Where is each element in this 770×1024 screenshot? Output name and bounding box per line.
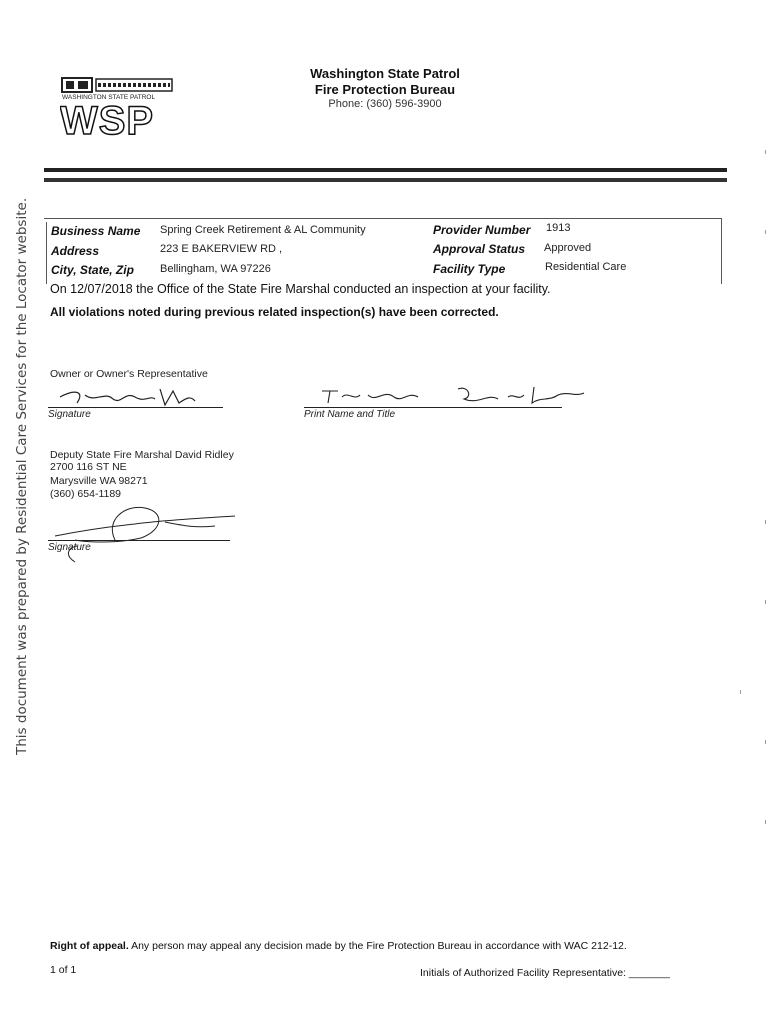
address-label: Address (51, 244, 100, 258)
deputy-street: 2700 116 ST NE (50, 461, 127, 473)
header-rule-2 (44, 178, 727, 182)
inspection-statement: On 12/07/2018 the Office of the State Fire Marshal conducted an inspection at your facility. (50, 282, 551, 296)
header-rule (44, 168, 727, 172)
side-note: This document was prepared by Residential Care Services for the Locator website. (14, 197, 30, 755)
scan-mark (765, 740, 766, 744)
facility-type-value: Residential Care (545, 261, 627, 273)
logo-caption: WASHINGTON STATE PATROL (62, 94, 156, 101)
owner-print-name-scribble (318, 383, 588, 409)
business-name-value: Spring Creek Retirement & AL Community (160, 224, 366, 236)
approval-status-label: Approval Status (433, 242, 526, 256)
facility-type-label: Facility Type (433, 262, 506, 276)
deputy-signature-caption: Signature (48, 542, 91, 553)
scan-mark (765, 820, 766, 824)
owner-signature-scribble (55, 385, 205, 409)
info-box-top (44, 218, 721, 219)
city-value: Bellingham, WA 97226 (160, 263, 271, 275)
city-label: City, State, Zip (51, 263, 134, 277)
agency-name: Washington State Patrol (310, 66, 460, 81)
deputy-signature-line (48, 540, 230, 541)
header (245, 66, 525, 111)
address-value: 223 E BAKERVIEW RD , (160, 243, 283, 255)
bureau-name: Fire Protection Bureau (314, 82, 456, 97)
deputy-name: Deputy State Fire Marshal David Ridley (50, 449, 234, 461)
owner-signature-caption: Signature (48, 409, 91, 420)
info-box-right (721, 218, 722, 284)
print-name-line (304, 407, 562, 408)
appeal-text: Any person may appeal any decision made by the Fire Protection Bureau in accordance with WAC 212-12. (128, 940, 627, 952)
deputy-city: Marysville WA 98271 (50, 475, 148, 487)
provider-number-value: 1913 (546, 222, 571, 234)
logo-letters: WSP (60, 99, 155, 138)
wsp-logo (60, 76, 175, 138)
owner-heading: Owner or Owner's Representative (50, 368, 208, 380)
right-of-appeal (50, 940, 627, 952)
appeal-heading: Right of appeal. (50, 940, 129, 952)
scan-mark (765, 150, 766, 154)
deputy-phone: (360) 654-1189 (50, 488, 122, 500)
page-number: 1 of 1 (50, 964, 77, 976)
scan-mark (765, 230, 766, 234)
scan-mark (765, 520, 766, 524)
violations-statement: All violations noted during previous related inspection(s) have been corrected. (50, 305, 499, 319)
owner-signature-line (48, 407, 223, 408)
scan-mark (765, 600, 766, 604)
print-name-caption: Print Name and Title (304, 409, 396, 420)
initials-line: Initials of Authorized Facility Representative: _______ (420, 967, 670, 979)
info-box-left (46, 222, 47, 284)
provider-number-label: Provider Number (433, 223, 531, 237)
phone: Phone: (360) 596-3900 (328, 98, 442, 110)
approval-status-value: Approved (544, 242, 592, 254)
scan-mark (740, 690, 741, 694)
business-name-label: Business Name (51, 224, 141, 238)
